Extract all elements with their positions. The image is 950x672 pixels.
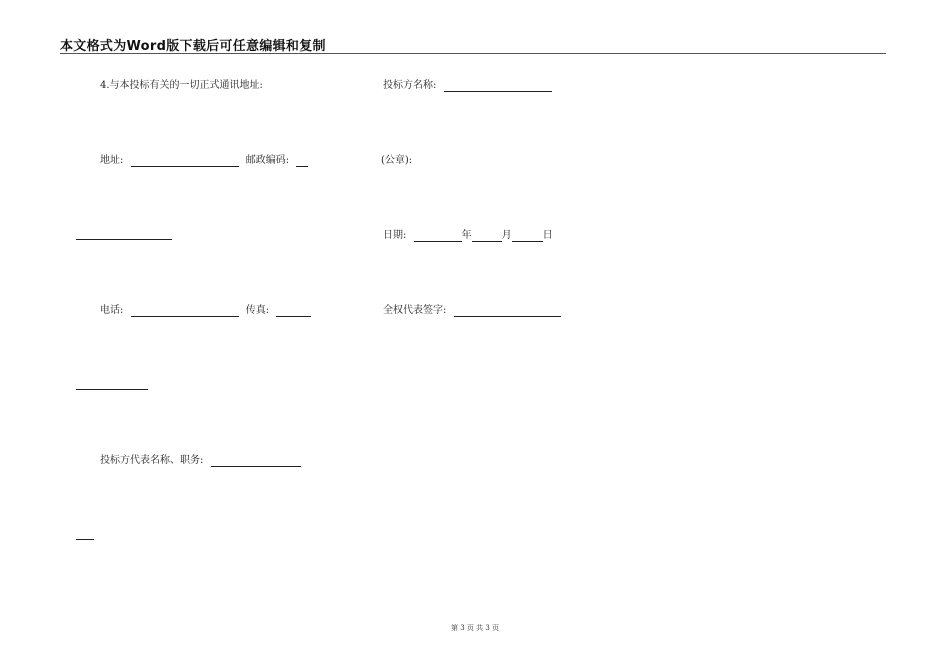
signature-label: 全权代表签字: (383, 305, 447, 316)
fax-blank[interactable] (276, 306, 311, 317)
phone-label: 电话: (100, 305, 124, 316)
page-number: 第 3 页 共 3 页 (450, 624, 500, 632)
date-year-text: 年 (461, 230, 472, 241)
seal-label: (公章): (381, 155, 413, 166)
date-label: 日期: (383, 230, 407, 241)
date-month-blank[interactable] (472, 231, 502, 242)
bidder-name-line (383, 80, 552, 92)
header-divider (60, 53, 886, 54)
signature-blank[interactable] (454, 306, 561, 317)
signature-line (383, 305, 561, 317)
bidder-name-blank[interactable] (444, 81, 552, 92)
fax-label: 传真: (245, 305, 270, 316)
address-label: 地址: (100, 155, 124, 166)
representative-continuation-blank[interactable] (76, 528, 94, 540)
address-blank[interactable] (131, 156, 239, 167)
date-month-text: 月 (501, 230, 512, 241)
phone-continuation-blank[interactable] (76, 378, 148, 390)
item4-line (100, 80, 263, 92)
phone-blank[interactable] (131, 306, 239, 317)
date-line (383, 230, 553, 242)
seal-line (381, 155, 412, 167)
date-year-blank[interactable] (414, 231, 462, 242)
phone-line (100, 305, 311, 317)
document-header-title: 本文格式为Word版下载后可任意编辑和复制 (60, 39, 326, 54)
item4-text: 4.与本投标有关的一切正式通讯地址: (100, 80, 263, 91)
date-day-text: 日 (542, 230, 553, 241)
bidder-name-label: 投标方名称: (383, 80, 437, 91)
postcode-blank[interactable] (296, 156, 308, 167)
representative-blank[interactable] (211, 456, 301, 467)
address-line (100, 155, 308, 167)
postcode-label: 邮政编码: (245, 155, 290, 166)
representative-label: 投标方代表名称、职务: (100, 455, 204, 466)
address-continuation-blank[interactable] (76, 228, 172, 240)
date-day-blank[interactable] (512, 231, 543, 242)
representative-line (100, 455, 301, 467)
